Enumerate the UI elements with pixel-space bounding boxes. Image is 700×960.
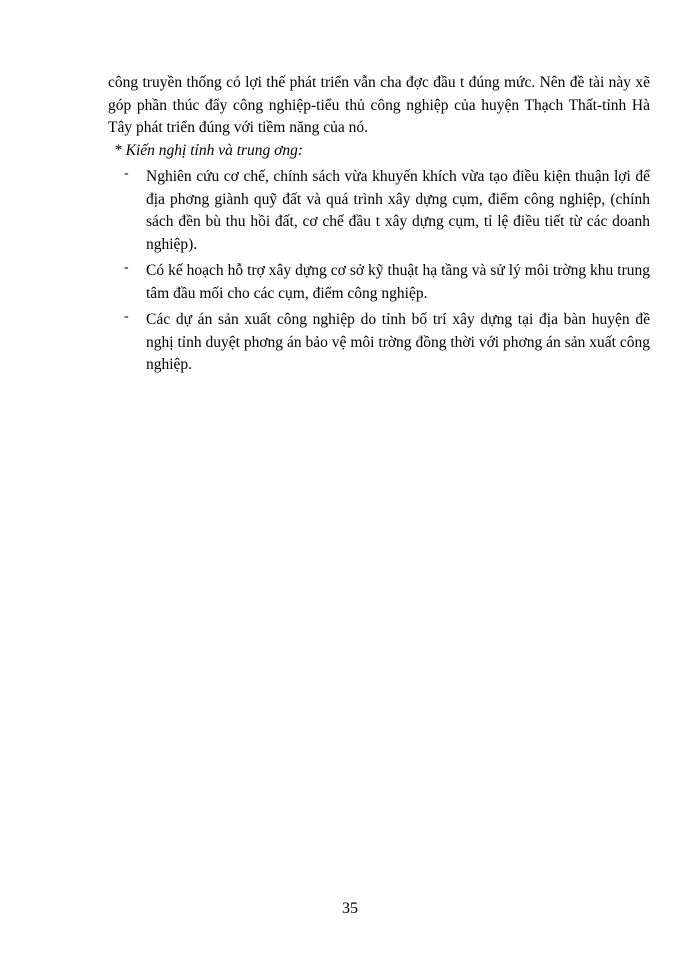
page-number: 35 [342, 900, 358, 917]
dash-bullet-icon: - [124, 166, 129, 181]
list-item-text: Có kế hoạch hỗ trợ xây dựng cơ sở kỹ thuật hạ tầng và sử lý môi trờng khu trung tâm đầu mối cho các cụm, điểm công nghiệp. [146, 262, 650, 302]
page-body [108, 72, 650, 377]
list-item-text: Các dự án sản xuất công nghiệp do tỉnh bố trí xây dựng tại địa bàn huyện đề nghị tỉnh duyệt phơng án bảo vệ môi trờng đồng thời với phơng án sản xuất công nghiệp. [146, 311, 650, 373]
dash-bullet-icon: - [124, 260, 129, 275]
list-item-text: Nghiên cứu cơ chế, chính sách vừa khuyến khích vừa tạo điều kiện thuận lợi để địa phơng giành quỹ đất và quá trình xây dựng cụm, điểm công nghiệp, (chính sách đền bù thu hồi đất, cơ chế đầu t xây dựng cụm, tỉ lệ điều tiết từ các doanh nghiệp). [146, 168, 650, 253]
list-item [108, 260, 650, 305]
intro-paragraph: công truyền thống có lợi thế phát triển vẫn cha đợc đầu t đúng mức. Nên đề tài này xẽ góp phần thúc đẩy công nghiệp-tiểu thủ công nghiệp của huyện Thạch Thất-tỉnh Hà Tây phát triển đúng với tiềm năng của nó. [108, 74, 650, 136]
dash-bullet-icon: - [124, 309, 129, 324]
list-item [108, 166, 650, 256]
list-item [108, 309, 650, 377]
recommendations-heading: * Kiến nghị tỉnh và trung ơng: [114, 141, 304, 159]
recommendation-list [108, 166, 650, 377]
